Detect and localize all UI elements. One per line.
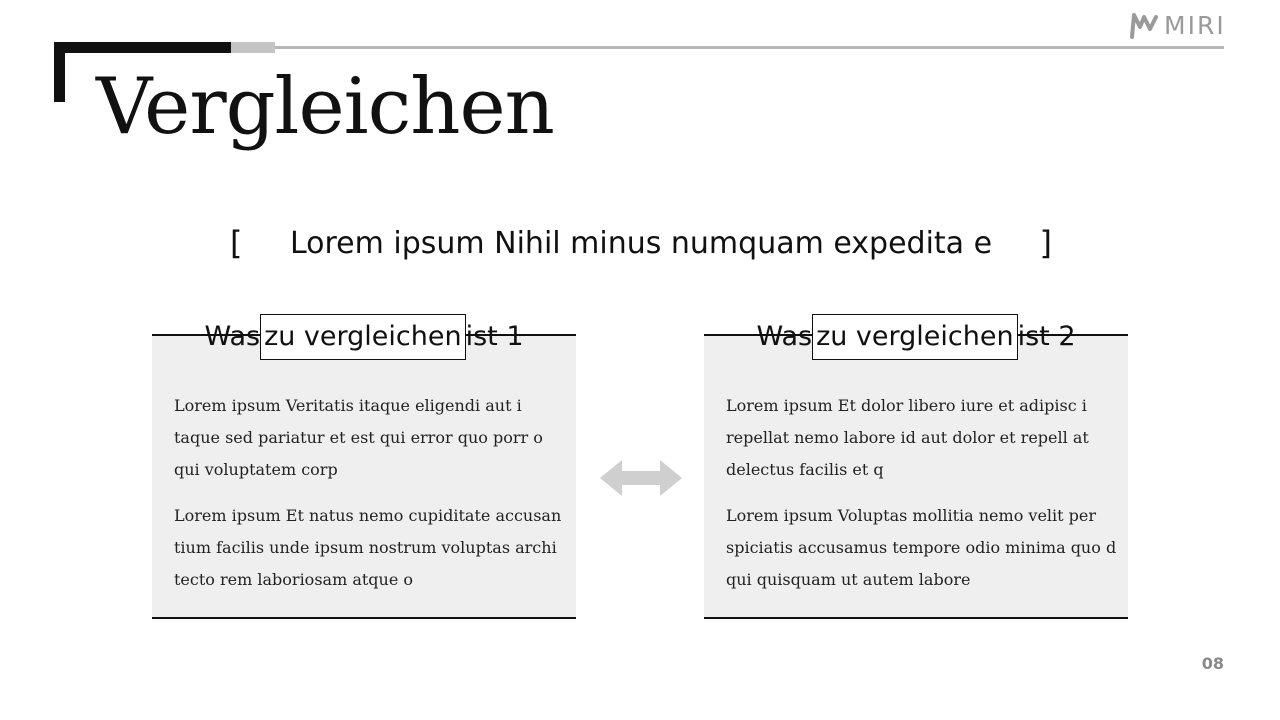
card-heading-suffix: ist 1	[465, 321, 524, 352]
card-heading	[152, 314, 576, 360]
bracket-close: ]	[1039, 224, 1052, 262]
gray-accent-bar	[231, 42, 275, 53]
card-body	[174, 390, 566, 610]
card-body	[726, 390, 1118, 610]
corner-accent-horizontal	[54, 42, 231, 53]
subtitle-row	[230, 223, 1052, 263]
card-paragraph: Lorem ipsum Et natus nemo cupiditate accusan tium facilis unde ipsum nostrum voluptas archi tecto rem laboriosam atque o	[174, 506, 562, 589]
card-heading-prefix: Was	[204, 321, 261, 352]
header-rule	[275, 46, 1224, 49]
compare-card-2	[704, 321, 1128, 619]
card-heading-highlight: zu vergleichen	[812, 314, 1018, 360]
brand-logo	[1130, 10, 1226, 40]
card-heading-suffix: ist 2	[1017, 321, 1076, 352]
subtitle: Lorem ipsum Nihil minus numquam expedita e	[289, 225, 993, 261]
card-paragraph: Lorem ipsum Voluptas mollitia nemo velit per spiciatis accusamus tempore odio minima quo d qui quisquam ut autem labore	[726, 506, 1117, 589]
card-heading-prefix: Was	[756, 321, 813, 352]
page-title: Vergleichen	[96, 62, 554, 152]
bracket-open: [	[230, 224, 243, 262]
card-paragraph: Lorem ipsum Veritatis itaque eligendi aut i taque sed pariatur et est qui error quo porr o qui voluptatem corp	[174, 396, 543, 479]
brand-name: MIRI	[1164, 10, 1226, 40]
card-heading	[704, 314, 1128, 360]
double-arrow-icon	[598, 457, 684, 499]
miri-logo-icon	[1130, 11, 1160, 39]
page-number: 08	[1201, 654, 1224, 673]
card-heading-highlight: zu vergleichen	[260, 314, 466, 360]
card-paragraph: Lorem ipsum Et dolor libero iure et adipisc i repellat nemo labore id aut dolor et repell at delectus facilis et q	[726, 396, 1089, 479]
compare-card-1	[152, 321, 576, 619]
